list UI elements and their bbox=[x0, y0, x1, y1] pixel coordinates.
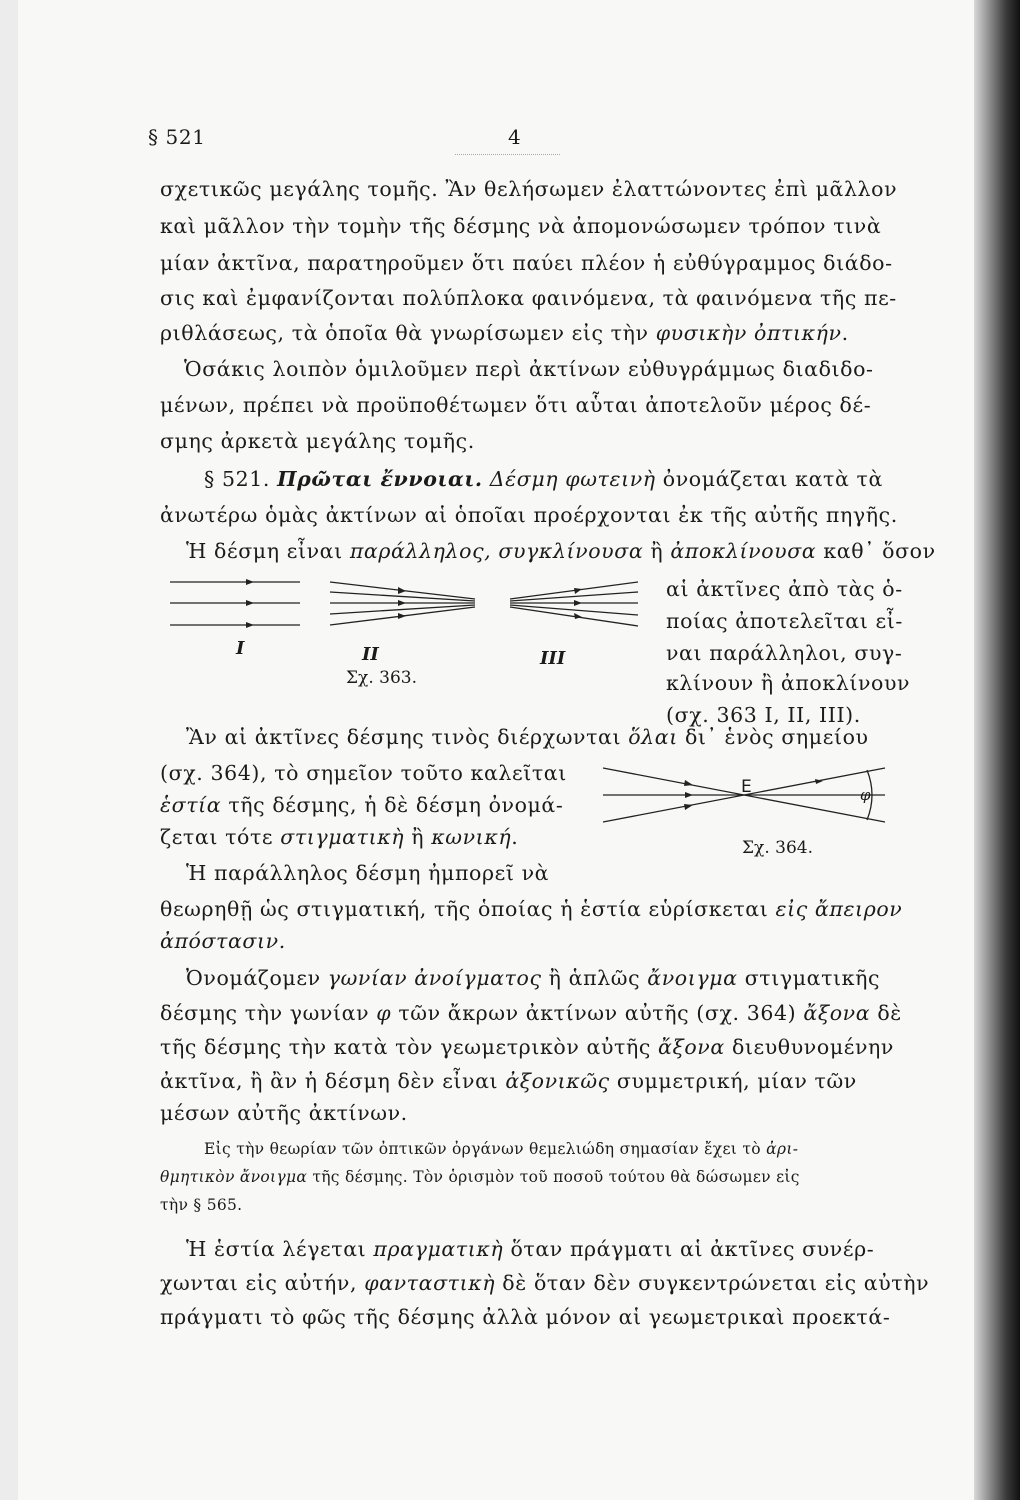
text-line: ἀνωτέρω ὁμὰς ἀκτίνων αἱ ὁποῖαι προέρχονται ἐκ τῆς αὐτῆς πηγῆς. bbox=[160, 503, 898, 527]
focus-label: E bbox=[741, 777, 753, 797]
text-line: σμης ἀρκετὰ μεγάλης τομῆς. bbox=[160, 429, 475, 453]
text-line: ζεται τότε στιγματικὴ ἢ κωνική. bbox=[160, 825, 519, 849]
page-number: 4 bbox=[508, 125, 522, 149]
arrow-head bbox=[685, 792, 693, 798]
text-line: πράγματι τὸ φῶς τῆς δέσμης ἀλλὰ μόνον αἱ γεωμετρικαὶ προεκτά- bbox=[160, 1305, 891, 1329]
header-rule bbox=[455, 154, 560, 155]
text-line: ἀπόστασιν. bbox=[160, 929, 286, 953]
arrow-head bbox=[398, 613, 406, 619]
text-line: ἑστία τῆς δέσμης, ἡ δὲ δέσμη ὀνομά- bbox=[160, 793, 564, 817]
figure-363-label-i: I bbox=[236, 638, 245, 659]
text-line: μέσων αὐτῆς ἀκτίνων. bbox=[160, 1101, 408, 1125]
figure-363-label-iii: III bbox=[540, 648, 566, 669]
arrow-head bbox=[398, 600, 406, 606]
arrow-head bbox=[574, 600, 582, 606]
arrow-head bbox=[574, 588, 582, 594]
text-line: ριθλάσεως, τὰ ὁποῖα θὰ γνωρίσωμεν εἰς τὴν φυσικὴν ὀπτικήν. bbox=[160, 321, 849, 345]
text-line: σχετικῶς μεγάλης τομῆς. Ἂν θελήσωμεν ἐλαττώνοντες ἐπὶ μᾶλλον bbox=[160, 177, 898, 201]
note-line: Εἰς τὴν θεωρίαν τῶν ὀπτικῶν ὀργάνων θεμελιώδη σημασίαν ἔχει τὸ ἀρι- bbox=[204, 1140, 799, 1158]
text-line: θεωρηθῇ ὡς στιγματική, τῆς ὁποίας ἡ ἑστία εὑρίσκεται εἰς ἄπειρον bbox=[160, 897, 903, 921]
text-line: καὶ μᾶλλον τὴν τομὴν τῆς δέσμης νὰ ἀπομονώσωμεν τρόπον τινὰ bbox=[160, 214, 882, 238]
arrow-head bbox=[398, 587, 406, 594]
arrow-head bbox=[684, 804, 693, 810]
page-left-margin bbox=[0, 0, 18, 1500]
section-title: Πρῶται ἔννοιαι. bbox=[277, 467, 483, 491]
text-line: μένων, πρέπει νὰ προϋποθέτωμεν ὅτι αὗται ἀποτελοῦν μέρος δέ- bbox=[160, 393, 872, 417]
text-line: κλίνουν ἢ ἀποκλίνουν bbox=[666, 671, 911, 695]
text-line: Ἡ ἑστία λέγεται πραγματικὴ ὅταν πράγματι αἱ ἀκτῖνες συνέρ- bbox=[186, 1237, 875, 1261]
text-line: ἀκτῖνα, ἢ ἂν ἡ δέσμη δὲν εἶναι ἀξονικῶς συμμετρική, μίαν τῶν bbox=[160, 1069, 857, 1093]
text-line: Ὀνομάζομεν γωνίαν ἀνοίγματος ἢ ἁπλῶς ἄνοιγμα στιγματικῆς bbox=[186, 966, 881, 990]
note-line: τὴν § 565. bbox=[160, 1196, 243, 1214]
text-line: Ἂν αἱ ἀκτῖνες δέσμης τινὸς διέρχωνται ὅλαι δι᾿ ἑνὸς σημείου bbox=[186, 725, 869, 749]
text-line: Ἡ δέσμη εἶναι παράλληλος, συγκλίνουσα ἢ ἀποκλίνουσα καθ᾿ ὅσον bbox=[186, 539, 936, 563]
text-line: ναι παράλληλοι, συγ- bbox=[666, 641, 903, 665]
text-line: αἱ ἀκτῖνες ἀπὸ τὰς ὁ- bbox=[666, 577, 903, 601]
text-line: τῆς δέσμης τὴν κατὰ τὸν γεωμετρικὸν αὐτῆς ἄξονα διευθυνομένην bbox=[160, 1035, 894, 1059]
text-line: ποίας ἀποτελεῖται εἶ- bbox=[666, 609, 903, 633]
figure-363-diagram bbox=[160, 570, 650, 640]
text-line: σις καὶ ἐμφανίζονται πολύπλοκα φαινόμενα, τὰ φαινόμενα τῆς πε- bbox=[160, 286, 897, 310]
figure-363-caption: Σχ. 363. bbox=[346, 668, 417, 688]
arrow-head bbox=[246, 579, 254, 585]
arrow-head bbox=[684, 780, 693, 786]
figure-364-caption: Σχ. 364. bbox=[742, 838, 813, 858]
arrow-head bbox=[246, 600, 254, 606]
text-line: (σχ. 363 I, II, III). bbox=[666, 703, 861, 727]
text-line: μίαν ἀκτῖνα, παρατηροῦμεν ὅτι παύει πλέον ἡ εὐθύγραμμος διάδο- bbox=[160, 251, 893, 275]
text-line: (σχ. 364), τὸ σημεῖον τοῦτο καλεῖται bbox=[160, 761, 567, 785]
note-line: θμητικὸν ἄνοιγμα τῆς δέσμης. Τὸν ὁρισμὸν τοῦ ποσοῦ τούτου θὰ δώσωμεν εἰς bbox=[160, 1168, 800, 1186]
text-line: χωνται εἰς αὐτήν, φανταστικὴ δὲ ὅταν δὲν συγκεντρώνεται εἰς αὐτὴν bbox=[160, 1271, 930, 1295]
section-heading-line: § 521. Πρῶται ἔννοιαι. Δέσμη φωτεινὴ ὀνομάζεται κατὰ τὰ bbox=[204, 467, 883, 491]
figure-363-label-ii: II bbox=[362, 644, 379, 665]
text-line: Ὁσάκις λοιπὸν ὁμιλοῦμεν περὶ ἀκτίνων εὐθυγράμμως διαδιδο- bbox=[184, 357, 874, 381]
book-binding-shadow bbox=[974, 0, 1020, 1500]
text-line: Ἡ παράλληλος δέσμη ἠμπορεῖ νὰ bbox=[186, 861, 550, 885]
arrow-head bbox=[246, 622, 254, 628]
angle-label: φ bbox=[860, 786, 872, 804]
section-header: § 521 bbox=[148, 125, 206, 149]
text-line: δέσμης τὴν γωνίαν φ τῶν ἄκρων ἀκτίνων αὐτῆς (σχ. 364) ἄξονα δὲ bbox=[160, 1001, 902, 1025]
